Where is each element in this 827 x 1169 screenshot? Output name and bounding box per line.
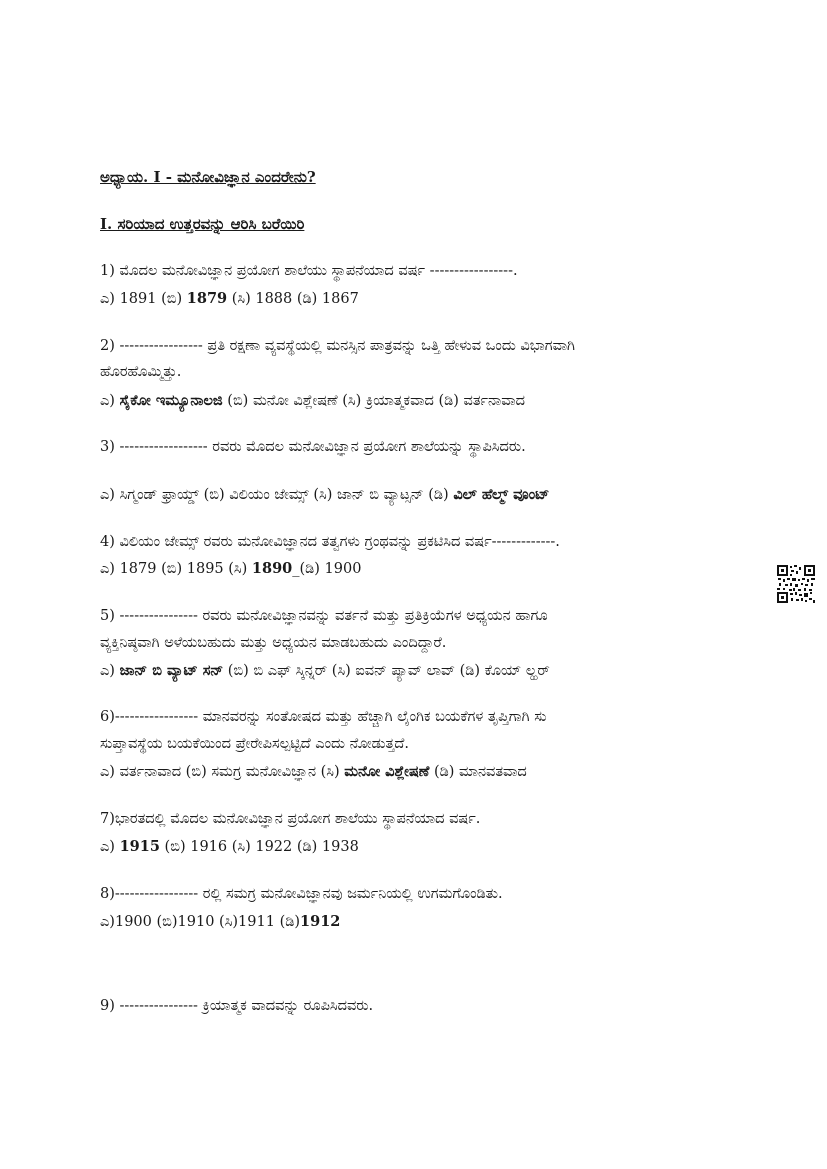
option-text: (ಸಿ) 1888 (ಡಿ) 1867: [227, 291, 359, 307]
option-text: (ಡಿ) ಮಾನವತವಾದ: [429, 764, 527, 780]
option-text: ಎ): [100, 663, 120, 679]
question-9-text: 9) ---------------- ಕ್ರಿಯಾತ್ಮಕ ವಾದವನ್ನು ರೂಪಿಸಿದವರು.: [100, 998, 374, 1014]
section-title: I. ಸರಿಯಾದ ಉತ್ತರವನ್ನು ಆರಿಸಿ ಬರೆಯಿರಿ: [100, 215, 305, 233]
question-6-text-line2: ಸುಪ್ತಾವಸ್ಥೆಯ ಬಯಕೆಯಿಂದ ಪ್ರೇರೇಪಿಸಲ್ಪಟ್ಟಿದೆ ಎಂದು ನೋಡುತ್ತದೆ.: [100, 736, 409, 752]
answer-text: ಮನೋ ವಿಶ್ಲೇಷಣೆ: [344, 763, 430, 780]
question-4-options: [100, 560, 361, 577]
question-3-options: [100, 486, 549, 503]
option-text: _(ಡಿ) 1900: [292, 561, 362, 577]
option-text: ಎ) 1879 (ಬಿ) 1895 (ಸಿ): [100, 561, 252, 577]
qr-code-icon: [776, 564, 816, 604]
option-text: ಎ): [100, 839, 120, 855]
chapter-title: ಅಧ್ಯಾಯ. I - ಮನೋವಿಜ್ಞಾನ ಎಂದರೇನು?: [100, 168, 316, 186]
question-2-text-line1: 2) ----------------- ಪ್ರತಿ ರಕ್ಷಣಾ ವ್ಯವಸ್ಥೆಯಲ್ಲಿ ಮನಸ್ಸಿನ ಪಾತ್ರವನ್ನು ಒತ್ತಿ ಹೇಳುವ ಒಂದು ವಿಭಾಗವಾಗಿ: [100, 338, 575, 354]
question-2-options: [100, 392, 525, 409]
question-5-text-line2: ವ್ಯಕ್ತಿನಿಷ್ಠವಾಗಿ ಅಳೆಯಬಹುದು ಮತ್ತು ಅಧ್ಯಯನ ಮಾಡಬಹುದು ಎಂದಿದ್ದಾರೆ.: [100, 635, 447, 651]
question-7-options: [100, 838, 359, 855]
question-6-options: [100, 763, 527, 780]
question-3-text: 3) ------------------ ರವರು ಮೊದಲ ಮನೋವಿಜ್ಞಾನ ಪ್ರಯೋಗ ಶಾಲೆಯನ್ನು ಸ್ಥಾಪಿಸಿದರು.: [100, 439, 526, 455]
question-5-options: [100, 662, 550, 679]
answer-text: ವಿಲ್ ಹೆಲ್ಮ್ ವೂಂಟ್: [453, 486, 550, 503]
question-7-text: 7)ಭಾರತದಲ್ಲಿ ಮೊದಲ ಮನೋವಿಜ್ಞಾನ ಪ್ರಯೋಗ ಶಾಲೆಯು ಸ್ಥಾಪನೆಯಾದ ವರ್ಷ.: [100, 811, 481, 827]
option-text: ಎ) ವರ್ತನಾವಾದ (ಬಿ) ಸಮಗ್ರ ಮನೋವಿಜ್ಞಾನ (ಸಿ): [100, 764, 345, 780]
option-text: ಎ) 1891 (ಬಿ): [100, 291, 187, 307]
answer-text: 1890: [251, 560, 293, 577]
answer-text: ಜಾನ್ ಬಿ ವ್ಯಾಟ್ ಸನ್: [119, 662, 224, 679]
question-5-text-line1: 5) ---------------- ರವರು ಮನೋವಿಜ್ಞಾನವನ್ನು ವರ್ತನೆ ಮತ್ತು ಪ್ರತಿಕ್ರಿಯೆಗಳ ಅಧ್ಯಯನ ಹಾಗೂ: [100, 608, 548, 624]
answer-text: 1879: [186, 290, 228, 307]
option-text: ಎ): [100, 393, 120, 409]
question-4-text: 4) ವಿಲಿಯಂ ಜೇಮ್ಸ್ ರವರು ಮನೋವಿಜ್ಞಾನದ ತತ್ವಗಳು ಗ್ರಂಥವನ್ನು ಪ್ರಕಟಿಸಿದ ವರ್ಷ-------------.: [100, 534, 560, 550]
option-text: (ಬಿ) 1916 (ಸಿ) 1922 (ಡಿ) 1938: [159, 839, 359, 855]
option-text: ಎ) ಸಿಗ್ಮಂಡ್ ಫ್ರಾಯ್ಡ್ (ಬಿ) ವಿಲಿಯಂ ಜೇಮ್ಸ್ (ಸಿ) ಜಾನ್ ಬಿ ವ್ಯಾಟ್ಸನ್ (ಡಿ): [100, 487, 454, 503]
answer-text: 1915: [119, 838, 160, 855]
question-8-text: 8)----------------- ರಲ್ಲಿ ಸಮಗ್ರ ಮನೋವಿಜ್ಞಾನವು ಜರ್ಮನಿಯಲ್ಲಿ ಉಗಮಗೊಂಡಿತು.: [100, 886, 503, 902]
question-2-text-line2: ಹೊರಹೊಮ್ಮಿತ್ತು.: [100, 364, 182, 380]
answer-text: 1912: [300, 913, 341, 930]
question-1-options: [100, 290, 359, 307]
option-text: (ಬಿ) ಮನೋ ವಿಶ್ಲೇಷಣೆ (ಸಿ) ಕ್ರಿಯಾತ್ಮಕವಾದ (ಡಿ) ವರ್ತನಾವಾದ: [222, 393, 526, 409]
question-6-text-line1: 6)----------------- ಮಾನವರನ್ನು ಸಂತೋಷದ ಮತ್ತು ಹೆಚ್ಚಾಗಿ ಲೈಂಗಿಕ ಬಯಕೆಗಳ ತೃಪ್ತಿಗಾಗಿ ಸು: [100, 709, 547, 725]
question-1-text: 1) ಮೊದಲ ಮನೋವಿಜ್ಞಾನ ಪ್ರಯೋಗ ಶಾಲೆಯು ಸ್ಥಾಪನೆಯಾದ ವರ್ಷ -----------------.: [100, 263, 518, 279]
question-8-options: [100, 913, 340, 930]
option-text: (ಬಿ) ಬಿ ಎಫ್ ಸ್ಕಿನ್ನರ್ (ಸಿ) ಐವನ್ ಪ್ಯಾವ್ ಲಾವ್ (ಡಿ) ಕೊಯ್ ಲ್ಹರ್: [223, 663, 550, 679]
answer-text: ಸೈಕೋ ಇಮ್ಯೂನಾಲಜಿ: [119, 392, 223, 409]
option-text: ಎ)1900 (ಬಿ)1910 (ಸಿ)1911 (ಡಿ): [100, 914, 301, 930]
